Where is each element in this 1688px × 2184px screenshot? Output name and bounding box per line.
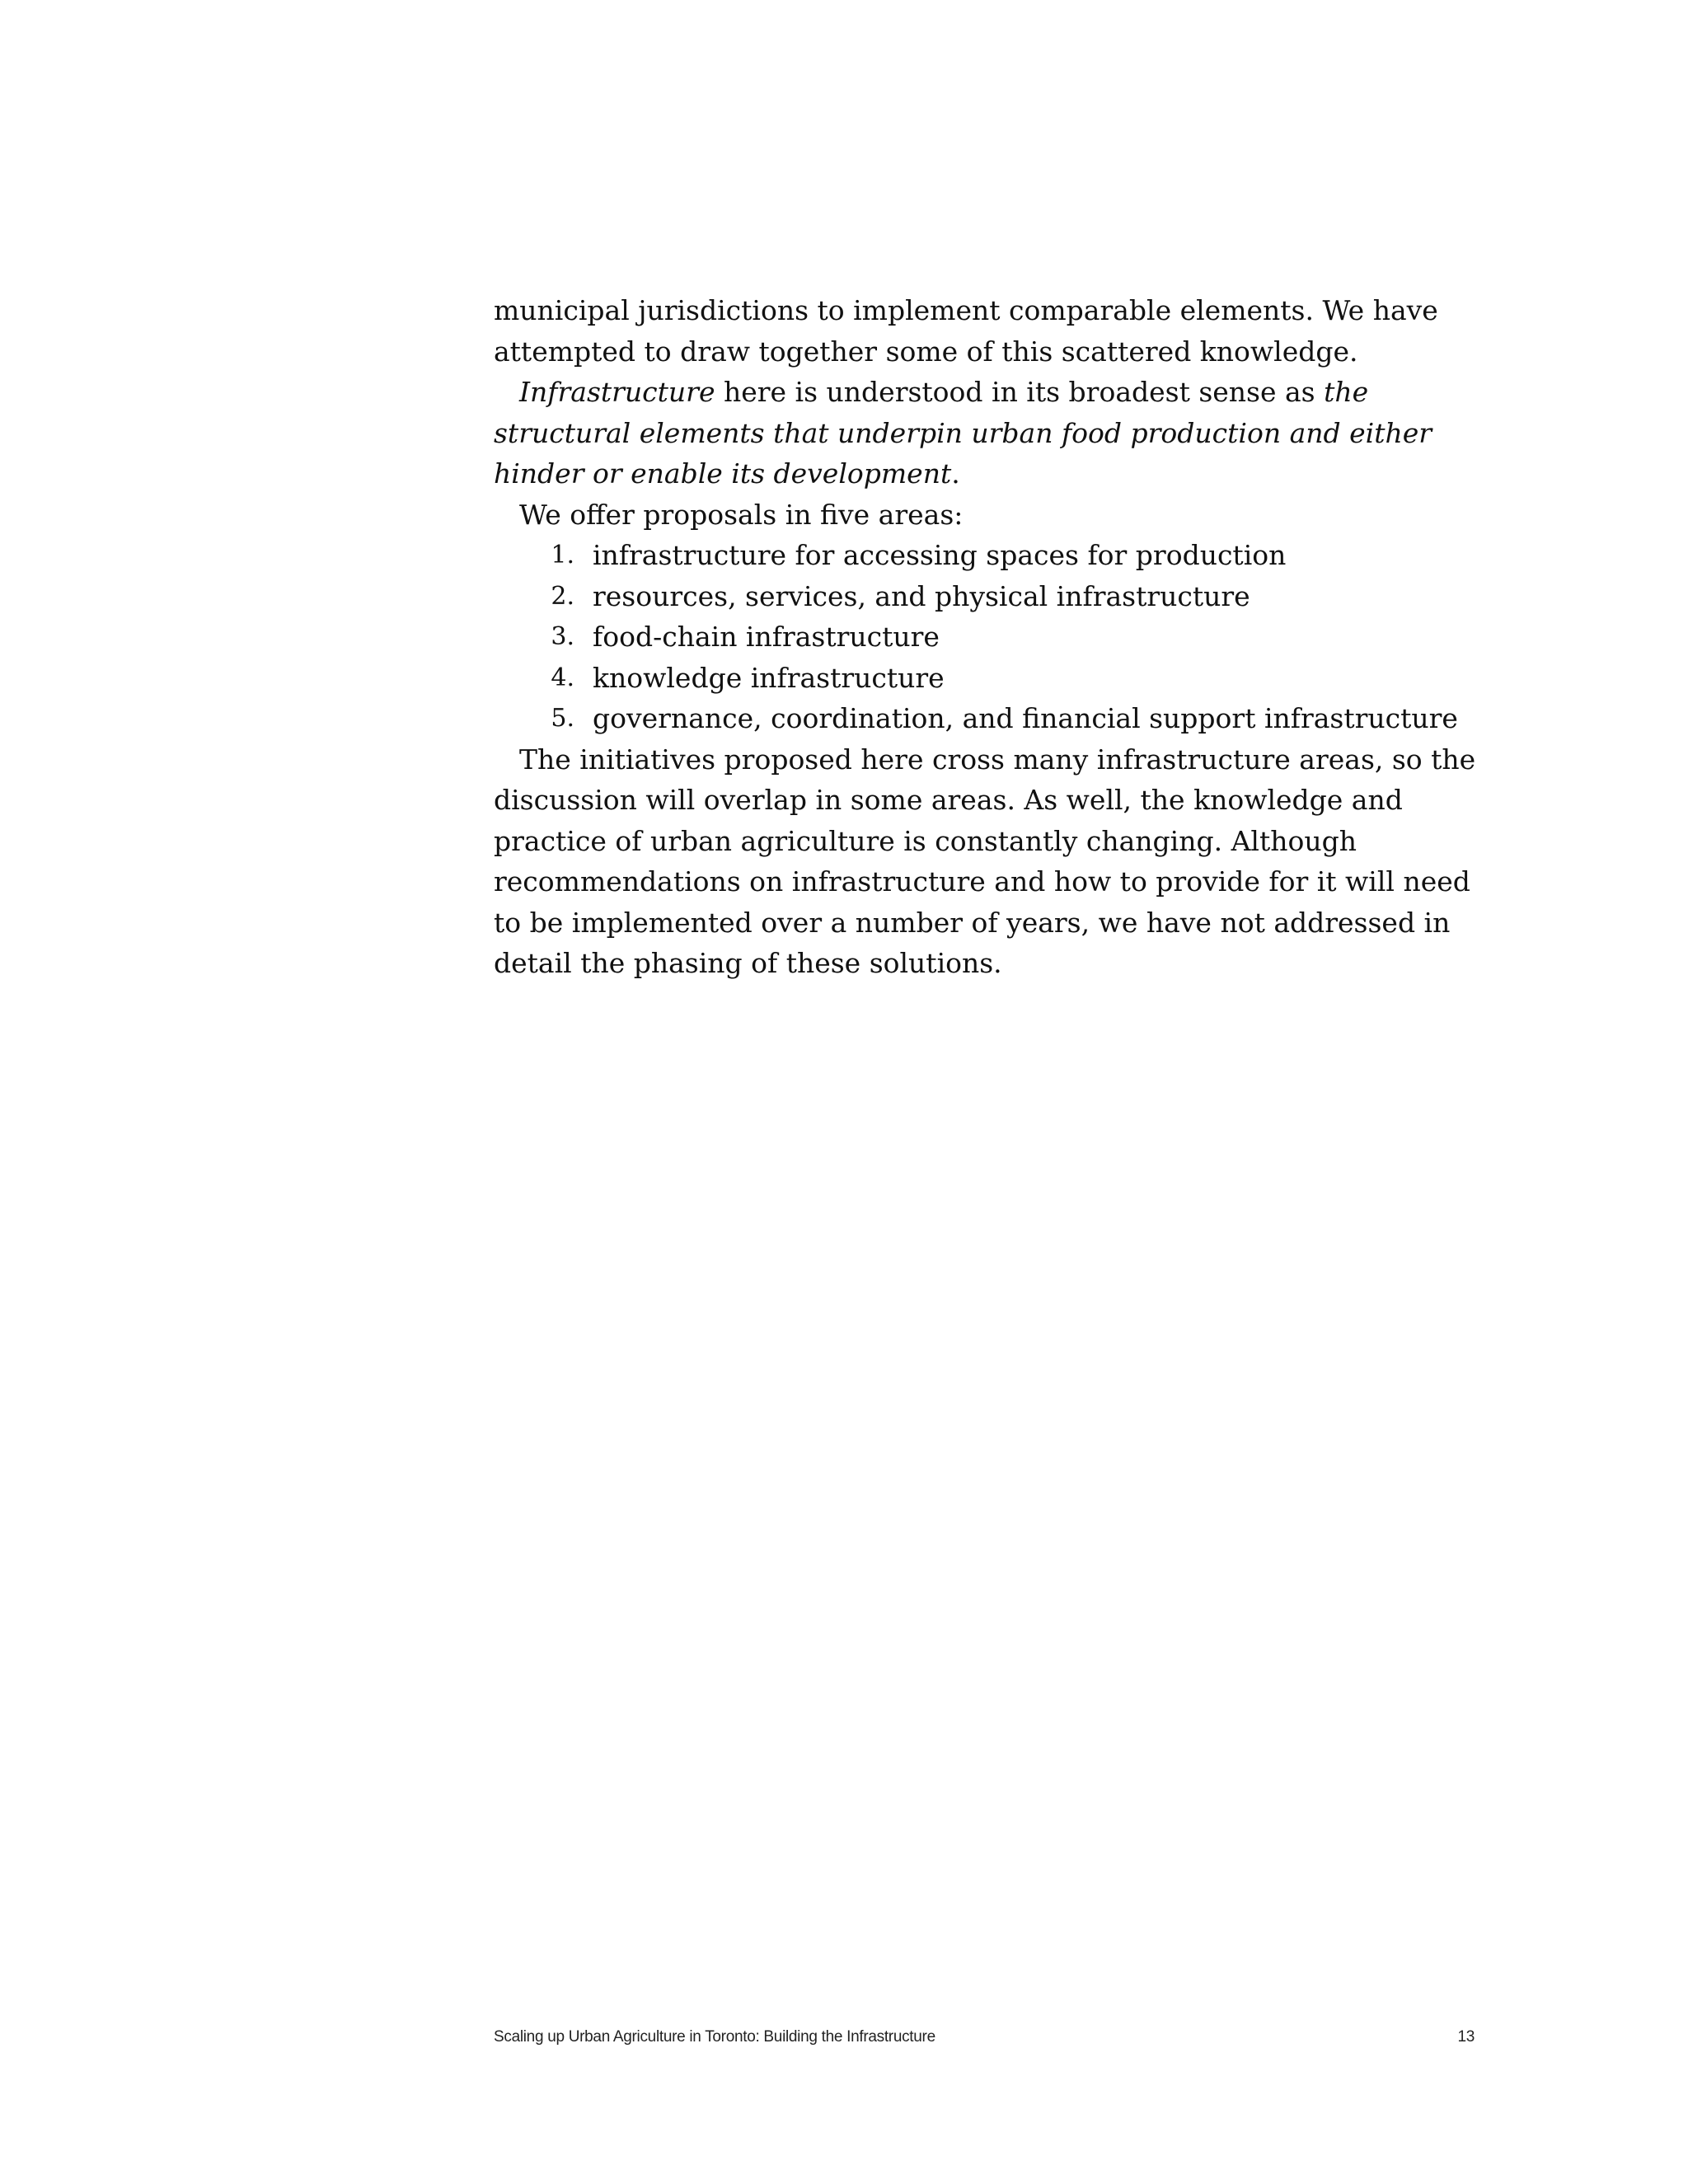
definition-text: the structural elements that underpin urban food production and either hinder or enable its development — [494, 376, 1432, 490]
list-item-text: infrastructure for accessing spaces for production — [593, 539, 1287, 571]
list-item-text: governance, coordination, and financial support infrastructure — [593, 702, 1458, 734]
paragraph-intro-list: We offer proposals in five areas: — [519, 498, 964, 531]
list-item — [494, 616, 1487, 658]
definition-connector: here is understood in its broadest sense as — [715, 376, 1325, 408]
term-infrastructure: Infrastructure — [519, 376, 715, 408]
list-item-number: 5. — [551, 704, 574, 733]
list-item — [494, 698, 1487, 739]
paragraph-continuation: municipal jurisdictions to implement comparable elements. We have attempted to draw together some of this scattered knowledge. — [494, 294, 1438, 368]
page-footer — [494, 2028, 1475, 2046]
list-item-text: knowledge infrastructure — [593, 661, 945, 694]
list-item-number: 3. — [551, 622, 574, 651]
list-item-number: 1. — [551, 541, 574, 569]
paragraph-closing: The initiatives proposed here cross many infrastructure areas, so the discussion will overlap in some areas. As well, the knowledge and practice of urban agriculture is constantly changing. Although recommendations on infrastructure and how to provide for it will need to be implemented over a number of years, we have not addressed in detail the phasing of these solutions. — [494, 743, 1476, 979]
list-item — [494, 535, 1487, 576]
list-item-number: 4. — [551, 663, 574, 692]
list-item — [494, 576, 1487, 617]
paragraph-definition — [494, 372, 1487, 494]
footer-title: Scaling up Urban Agriculture in Toronto: Building the Infrastructure — [494, 2028, 935, 2046]
page-number: 13 — [1457, 2028, 1475, 2046]
body-text — [494, 290, 1487, 984]
list-item-text: resources, services, and physical infrastructure — [593, 579, 1250, 612]
list-item — [494, 658, 1487, 699]
proposal-areas-list — [494, 535, 1487, 739]
definition-end: . — [951, 457, 960, 490]
list-item-text: food-chain infrastructure — [593, 621, 940, 653]
list-item-number: 2. — [551, 581, 574, 611]
